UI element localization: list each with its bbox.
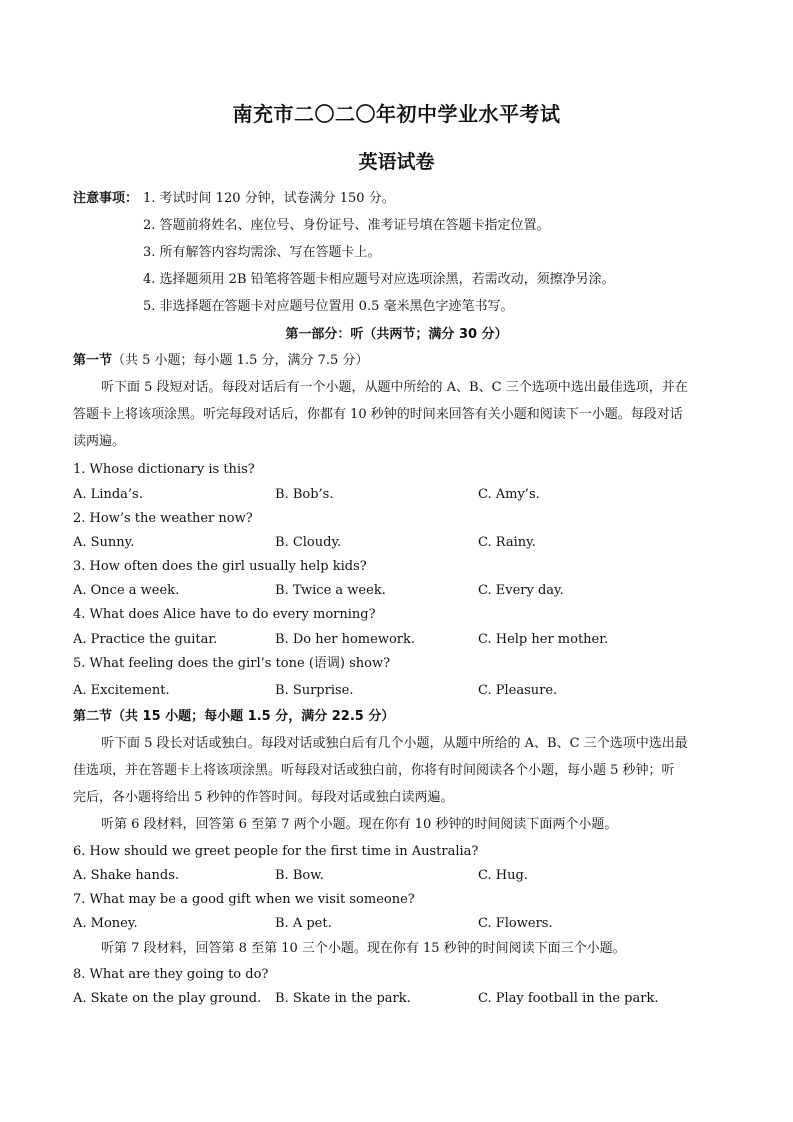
q4-option-c: C. Help her mother. — [478, 632, 609, 647]
notice-item-5: 5. 非选择题在答题卡对应题号位置用 0.5 毫米黑色字迹笔书写。 — [143, 299, 514, 314]
question-8: 8. What are they going to do? — [73, 967, 269, 982]
notice-item-3: 3. 所有解答内容均需涂、写在答题卡上。 — [143, 245, 381, 260]
q5-option-c: C. Pleasure. — [478, 683, 558, 698]
section1-instruction-2: 答题卡上将该项涂黑。听完每段对话后，你都有 10 秒钟的时间来回答有关小题和阅读下一小题。每段对话 — [73, 407, 683, 422]
q5-option-a: A. Excitement. — [73, 683, 170, 698]
question-3: 3. How often does the girl usually help kids? — [73, 559, 367, 574]
q3-option-a: A. Once a week. — [73, 583, 180, 598]
notice-item-2: 2. 答题前将姓名、座位号、身份证号、准考证号填在答题卡指定位置。 — [143, 218, 550, 233]
section2-instruction-3: 完后，各小题将给出 5 秒钟的作答时间。每段对话或独白读两遍。 — [73, 790, 454, 805]
q8-option-a: A. Skate on the play ground. — [73, 991, 262, 1006]
q6-option-a: A. Shake hands. — [73, 868, 180, 883]
question-1: 1. Whose dictionary is this? — [73, 462, 255, 477]
q8-option-b: B. Skate in the park. — [275, 991, 411, 1006]
material-6-instruction: 听第 6 段材料，回答第 6 至第 7 两个小题。现在你有 10 秒钟的时间阅读下面两个小题。 — [101, 817, 618, 832]
section2-instruction-1: 听下面 5 段长对话或独白。每段对话或独白后有几个小题，从题中所给的 A、B、C 三个选项中选出最 — [101, 736, 688, 751]
section1-instruction-3: 读两遍。 — [73, 434, 126, 449]
q4-option-b: B. Do her homework. — [275, 632, 416, 647]
q1-option-a: A. Linda’s. — [73, 487, 143, 502]
section1-heading — [73, 353, 368, 369]
q7-option-c: C. Flowers. — [478, 916, 553, 931]
q4-option-a: A. Practice the guitar. — [73, 632, 218, 647]
section2-heading: 第二节（共 15 小题；每小题 1.5 分，满分 22.5 分） — [73, 709, 395, 724]
q7-option-a: A. Money. — [73, 916, 138, 931]
section2-instruction-2: 佳选项，并在答题卡上将该项涂黑。听每段对话或独白前，你将有时间阅读各个小题，每小题 5 秒钟；听 — [73, 763, 675, 778]
question-2: 2. How’s the weather now? — [73, 511, 253, 526]
question-4: 4. What does Alice have to do every morning? — [73, 607, 376, 622]
section1-instruction-1: 听下面 5 段短对话。每段对话后有一个小题，从题中所给的 A、B、C 三个选项中选出最佳选项，并在 — [101, 380, 688, 395]
q1-option-b: B. Bob’s. — [275, 487, 334, 502]
question-7: 7. What may be a good gift when we visit someone? — [73, 892, 415, 907]
material-7-instruction: 听第 7 段材料，回答第 8 至第 10 三个小题。现在你有 15 秒钟的时间阅读下面三个小题。 — [101, 941, 626, 956]
q6-option-b: B. Bow. — [275, 868, 324, 883]
notice-item-4: 4. 选择题须用 2B 铅笔将答题卡相应题号对应选项涂黑，若需改动，须擦净另涂。 — [143, 272, 615, 287]
question-6: 6. How should we greet people for the first time in Australia? — [73, 844, 479, 859]
part1-heading: 第一部分：听（共两节；满分 30 分） — [285, 327, 508, 342]
section1-heading-rest: （共 5 小题；每小题 1.5 分，满分 7.5 分） — [112, 353, 369, 368]
section1-heading-bold: 第一节 — [73, 353, 113, 368]
q1-option-c: C. Amy’s. — [478, 487, 540, 502]
q2-option-c: C. Rainy. — [478, 535, 536, 550]
q6-option-c: C. Hug. — [478, 868, 528, 883]
q2-option-a: A. Sunny. — [73, 535, 135, 550]
q2-option-b: B. Cloudy. — [275, 535, 342, 550]
q3-option-b: B. Twice a week. — [275, 583, 386, 598]
exam-subtitle: 英语试卷 — [358, 151, 435, 173]
q7-option-b: B. A pet. — [275, 916, 332, 931]
q3-option-c: C. Every day. — [478, 583, 564, 598]
notice-label: 注意事项： — [73, 191, 139, 206]
q8-option-c: C. Play football in the park. — [478, 991, 659, 1006]
question-5: 5. What feeling does the girl’s tone (语调) show? — [73, 656, 391, 671]
q5-option-b: B. Surprise. — [275, 683, 354, 698]
exam-title: 南充市二〇二〇年初中学业水平考试 — [232, 102, 561, 126]
notice-item-1: 1. 考试时间 120 分钟，试卷满分 150 分。 — [143, 191, 395, 206]
